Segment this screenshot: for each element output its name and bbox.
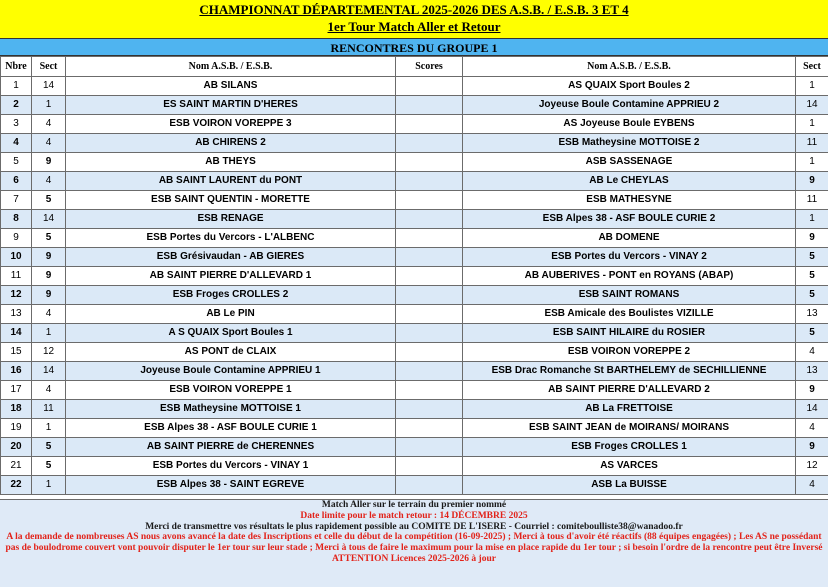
match-number: 8 [1,210,32,229]
score-cell[interactable] [396,286,463,305]
table-row [1,457,828,476]
score-cell[interactable] [396,96,463,115]
score-cell[interactable] [396,419,463,438]
score-cell[interactable] [396,324,463,343]
home-sector: 5 [32,229,66,248]
col-header-away-team: Nom A.S.B. / E.S.B. [463,57,796,77]
table-row [1,381,828,400]
score-cell[interactable] [396,381,463,400]
away-team: ESB Amicale des Boulistes VIZILLE [463,305,796,324]
table-row [1,305,828,324]
away-team: AB DOMENE [463,229,796,248]
home-sector: 9 [32,153,66,172]
matches-table [0,56,828,495]
home-sector: 9 [32,248,66,267]
table-row [1,96,828,115]
away-team: ESB SAINT HILAIRE du ROSIER [463,324,796,343]
match-number: 18 [1,400,32,419]
table-row [1,134,828,153]
away-sector: 1 [796,77,828,96]
away-sector: 14 [796,400,828,419]
match-number: 6 [1,172,32,191]
table-row [1,400,828,419]
score-cell[interactable] [396,362,463,381]
away-team: ESB SAINT ROMANS [463,286,796,305]
away-team: AS VARCES [463,457,796,476]
away-sector: 4 [796,476,828,495]
home-team: AB CHIRENS 2 [66,134,396,153]
table-row [1,324,828,343]
home-team: ESB Alpes 38 - SAINT EGREVE [66,476,396,495]
away-sector: 9 [796,172,828,191]
col-header-sect-home: Sect [32,57,66,77]
match-number: 16 [1,362,32,381]
match-number: 15 [1,343,32,362]
footer-contact: Merci de transmettre vos résultats le plus rapidement possible au COMITE DE L'ISERE - Courriel : comiteboulliste38@wanadoo.fr [0,522,828,533]
away-sector: 4 [796,419,828,438]
match-number: 17 [1,381,32,400]
match-number: 20 [1,438,32,457]
score-cell[interactable] [396,267,463,286]
home-sector: 1 [32,96,66,115]
away-sector: 9 [796,229,828,248]
match-number: 13 [1,305,32,324]
table-row [1,476,828,495]
away-team: AB AUBERIVES - PONT en ROYANS (ABAP) [463,267,796,286]
round-subtitle: 1er Tour Match Aller et Retour [0,19,828,35]
table-row [1,191,828,210]
footer-home-note: Match Aller sur le terrain du premier nommé [0,500,828,511]
home-team: Joyeuse Boule Contamine APPRIEU 1 [66,362,396,381]
score-cell[interactable] [396,77,463,96]
score-cell[interactable] [396,457,463,476]
table-row [1,343,828,362]
match-number: 19 [1,419,32,438]
home-team: AB THEYS [66,153,396,172]
home-sector: 5 [32,438,66,457]
championship-title: CHAMPIONNAT DÉPARTEMENTAL 2025-2026 DES A.S.B. / E.S.B. 3 ET 4 [0,2,828,18]
home-team: ES SAINT MARTIN D'HERES [66,96,396,115]
match-number: 2 [1,96,32,115]
home-team: ESB Alpes 38 - ASF BOULE CURIE 1 [66,419,396,438]
table-row [1,115,828,134]
footer-notes [0,499,828,587]
home-team: AS PONT de CLAIX [66,343,396,362]
home-team: ESB Grésivaudan - AB GIERES [66,248,396,267]
col-header-home-team: Nom A.S.B. / E.S.B. [66,57,396,77]
away-sector: 11 [796,134,828,153]
away-team: AS QUAIX Sport Boules 2 [463,77,796,96]
home-sector: 1 [32,476,66,495]
match-number: 5 [1,153,32,172]
away-team: ESB Portes du Vercors - VINAY 2 [463,248,796,267]
table-row [1,210,828,229]
match-number: 21 [1,457,32,476]
match-number: 22 [1,476,32,495]
table-row [1,362,828,381]
home-sector: 9 [32,286,66,305]
away-team: ESB Drac Romanche St BARTHELEMY de SECHILLIENNE [463,362,796,381]
home-team: ESB SAINT QUENTIN - MORETTE [66,191,396,210]
away-sector: 1 [796,153,828,172]
home-team: ESB Matheysine MOTTOISE 1 [66,400,396,419]
home-team: ESB Froges CROLLES 2 [66,286,396,305]
match-number: 14 [1,324,32,343]
home-sector: 4 [32,115,66,134]
score-cell[interactable] [396,134,463,153]
table-row [1,172,828,191]
home-team: AB SAINT PIERRE de CHERENNES [66,438,396,457]
home-sector: 1 [32,419,66,438]
home-team: ESB VOIRON VOREPPE 1 [66,381,396,400]
away-sector: 9 [796,438,828,457]
home-sector: 12 [32,343,66,362]
home-sector: 9 [32,267,66,286]
home-sector: 14 [32,362,66,381]
away-sector: 14 [796,96,828,115]
score-cell[interactable] [396,229,463,248]
table-row [1,77,828,96]
home-sector: 4 [32,172,66,191]
table-row [1,267,828,286]
title-block [0,0,828,38]
score-cell[interactable] [396,153,463,172]
home-team: ESB Portes du Vercors - VINAY 1 [66,457,396,476]
score-cell[interactable] [396,210,463,229]
away-team: ASB La BUISSE [463,476,796,495]
away-team: ESB Matheysine MOTTOISE 2 [463,134,796,153]
table-row [1,286,828,305]
home-sector: 5 [32,457,66,476]
score-cell[interactable] [396,438,463,457]
home-team: ESB Portes du Vercors - L'ALBENC [66,229,396,248]
home-sector: 14 [32,210,66,229]
away-team: AB Le CHEYLAS [463,172,796,191]
away-team: ESB VOIRON VOREPPE 2 [463,343,796,362]
away-team: Joyeuse Boule Contamine APPRIEU 2 [463,96,796,115]
home-team: ESB VOIRON VOREPPE 3 [66,115,396,134]
group-heading: RENCONTRES DU GROUPE 1 [0,38,828,56]
match-number: 3 [1,115,32,134]
home-sector: 4 [32,305,66,324]
away-sector: 4 [796,343,828,362]
match-number: 4 [1,134,32,153]
away-sector: 13 [796,362,828,381]
table-row [1,229,828,248]
score-cell[interactable] [396,305,463,324]
away-team: ESB Froges CROLLES 1 [463,438,796,457]
match-number: 9 [1,229,32,248]
score-cell[interactable] [396,400,463,419]
match-number: 1 [1,77,32,96]
home-team: AB Le PIN [66,305,396,324]
home-team: AB SILANS [66,77,396,96]
away-team: ASB SASSENAGE [463,153,796,172]
away-sector: 9 [796,381,828,400]
away-team: AB La FRETTOISE [463,400,796,419]
home-sector: 5 [32,191,66,210]
away-sector: 13 [796,305,828,324]
home-team: AB SAINT PIERRE D'ALLEVARD 1 [66,267,396,286]
match-number: 12 [1,286,32,305]
col-header-scores: Scores [396,57,463,77]
away-sector: 11 [796,191,828,210]
home-sector: 4 [32,381,66,400]
home-team: ESB RENAGE [66,210,396,229]
score-cell[interactable] [396,343,463,362]
home-sector: 4 [32,134,66,153]
away-team: AS Joyeuse Boule EYBENS [463,115,796,134]
away-sector: 5 [796,324,828,343]
match-number: 10 [1,248,32,267]
home-team: AB SAINT LAURENT du PONT [66,172,396,191]
away-team: ESB Alpes 38 - ASF BOULE CURIE 2 [463,210,796,229]
away-sector: 5 [796,286,828,305]
match-number: 7 [1,191,32,210]
col-header-nbre: Nbre [1,57,32,77]
footer-announcement: A la demande de nombreuses AS nous avons avancé la date des Inscriptions et celle du début de la compétition (16-09-2025) ; Merci à tous d'avoir été réactifs (88 équipes engagées) ; Les AS ne possédant pas de boulodrome couvert vont pouvoir disputer le 1er tour sur leur stade ; Merci à tous de faire le maximum pour la mise en place rapide du 1er tour ; si besoin l'ordre de la rencontre peut être Inversé [0,532,828,554]
home-sector: 1 [32,324,66,343]
away-sector: 1 [796,115,828,134]
match-number: 11 [1,267,32,286]
score-cell[interactable] [396,172,463,191]
home-sector: 11 [32,400,66,419]
away-team: AB SAINT PIERRE D'ALLEVARD 2 [463,381,796,400]
score-cell[interactable] [396,248,463,267]
away-sector: 1 [796,210,828,229]
score-cell[interactable] [396,476,463,495]
away-team: ESB MATHESYNE [463,191,796,210]
footer-licence-warning: ATTENTION Licences 2025-2026 à jour [0,554,828,565]
table-row [1,248,828,267]
table-row [1,153,828,172]
footer-deadline: Date limite pour le match retour : 14 DÉCEMBRE 2025 [0,511,828,522]
matches-body [1,77,828,495]
away-sector: 12 [796,457,828,476]
table-row [1,419,828,438]
table-row [1,438,828,457]
home-team: A S QUAIX Sport Boules 1 [66,324,396,343]
away-sector: 5 [796,267,828,286]
col-header-sect-away: Sect [796,57,828,77]
score-cell[interactable] [396,191,463,210]
score-cell[interactable] [396,115,463,134]
away-team: ESB SAINT JEAN de MOIRANS/ MOIRANS [463,419,796,438]
away-sector: 5 [796,248,828,267]
header-row [1,57,828,77]
home-sector: 14 [32,77,66,96]
